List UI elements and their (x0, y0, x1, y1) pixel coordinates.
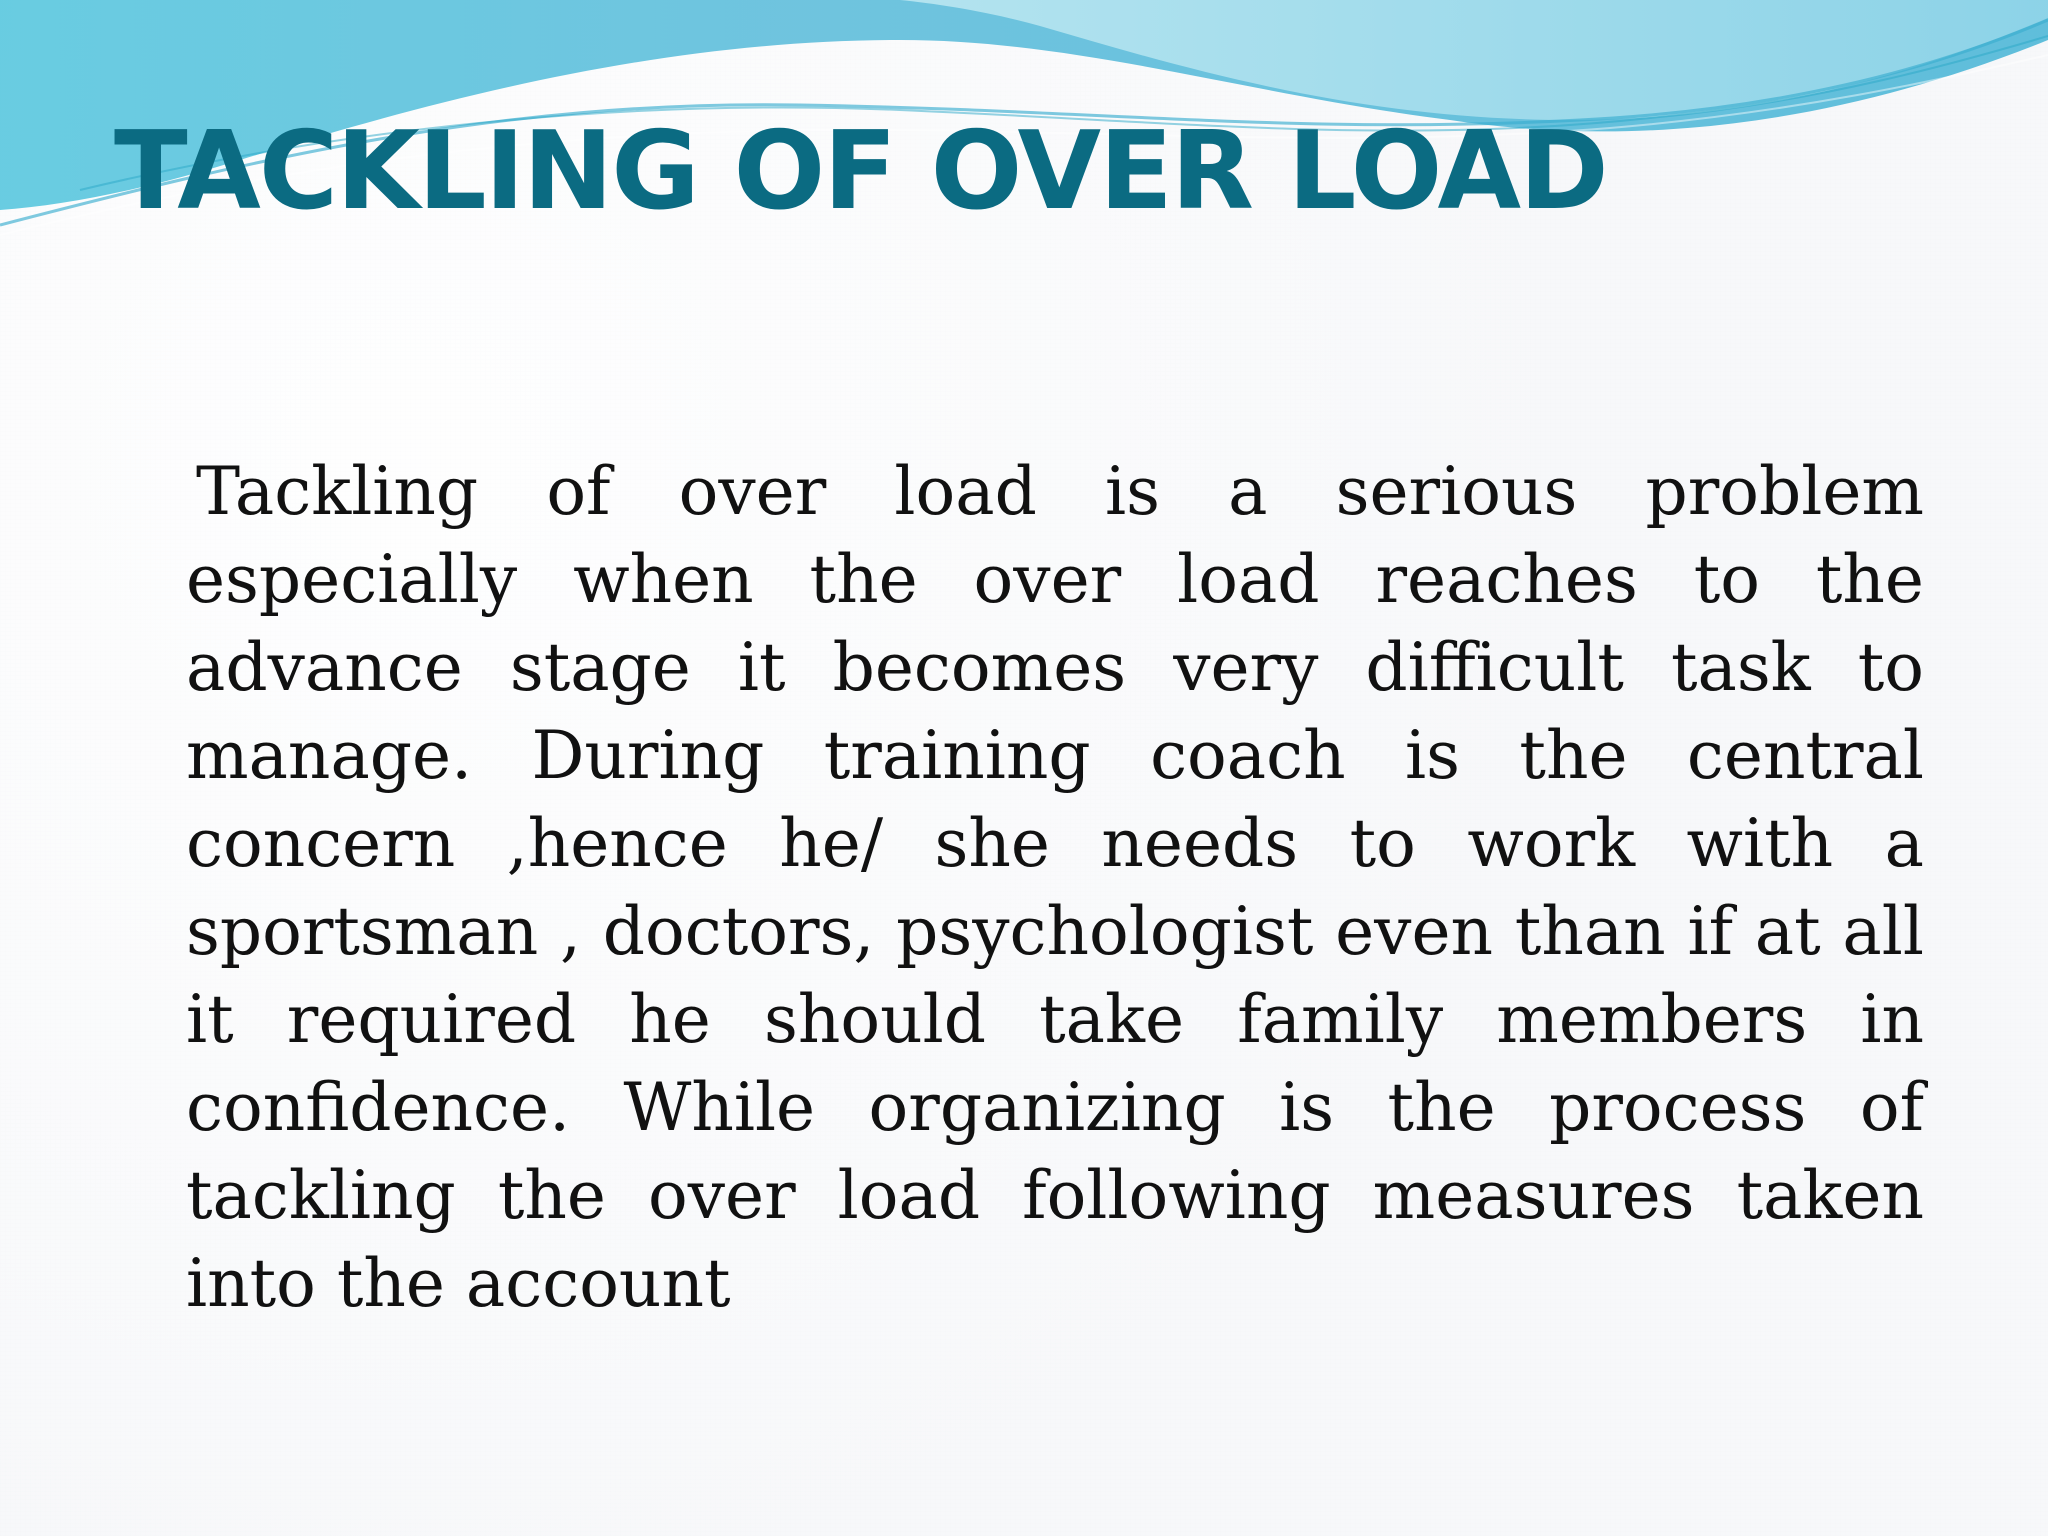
slide-title: TACKLING OF OVER LOAD (114, 109, 1607, 234)
slide-body-paragraph: Tackling of over load is a serious problem especially when the over load reaches to the advance stage it becomes very difficult task to manage. During training coach is the central concern ,hence he/ she needs to work with a sportsman , doctors, psychologist even than if at all it required he should take family members in confidence. While organizing is the process of tackling the over load following measures taken into the account (186, 453, 1924, 1322)
wave-shape-light (900, 0, 2048, 120)
